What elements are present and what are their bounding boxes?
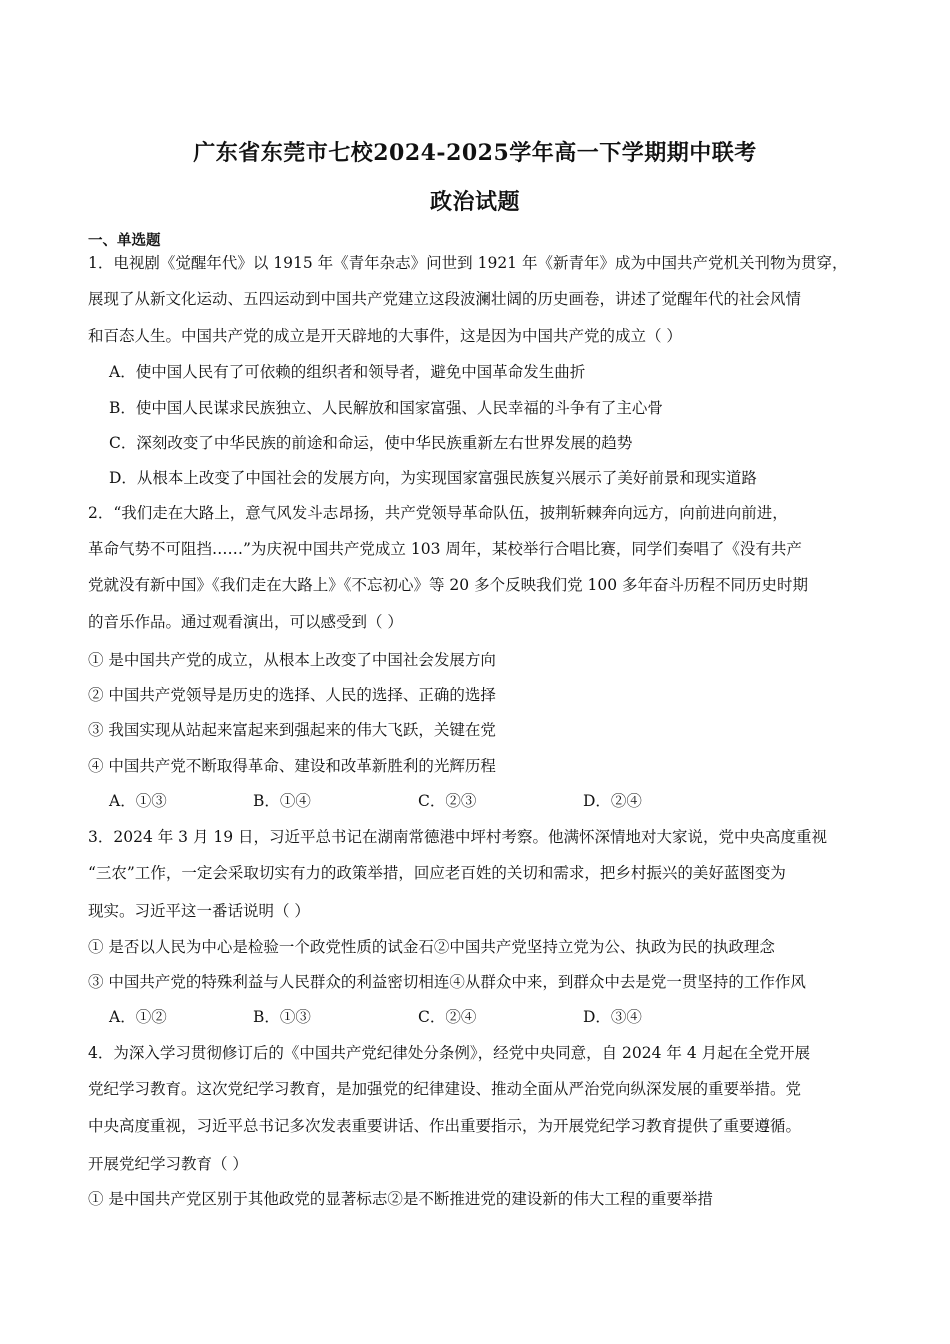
q4-stem-line: 党纪学习教育。这次党纪学习教育，是加强党的纪律建设、推动全面从严治党向纵深发展的重要举措。党 (88, 1080, 802, 1098)
q1-stem-line: 展现了从新文化运动、五四运动到中国共产党建立这段波澜壮阔的历史画卷，讲述了觉醒年代的社会风情 (88, 290, 802, 308)
q2-stem-line: 的音乐作品。通过观看演出，可以感受到（ ） (88, 613, 403, 631)
q2-item: ① 是中国共产党的成立，从根本上改变了中国社会发展方向 (88, 651, 496, 669)
q4-stem-line: 中央高度重视，习近平总书记多次发表重要讲话、作出重要指示，为开展党纪学习教育提供了重要遵循。 (88, 1117, 802, 1135)
q4-stem-line: 4．为深入学习贯彻修订后的《中国共产党纪律处分条例》，经党中央同意，自 2024 年 4 月起在全党开展 (88, 1044, 811, 1062)
q2-stem-line: 2．“我们走在大路上，意气风发斗志昂扬，共产党领导革命队伍，披荆斩棘奔向远方，向前进向前进， (88, 504, 788, 522)
exam-title: 广东省东莞市七校2024-2025学年高一下学期期中联考 (193, 140, 757, 166)
q3-item: ③ 中国共产党的特殊利益与人民群众的利益密切相连④从群众中来，到群众中去是党一贯坚持的工作作风 (88, 973, 806, 991)
q1-stem-line: 1．电视剧《觉醒年代》以 1915 年《青年杂志》问世到 1921 年《新青年》成为中国共产党机关刊物为贯穿， (88, 254, 848, 272)
q3-option-a: A．①② (109, 1008, 167, 1026)
q3-stem-line: 现实。习近平这一番话说明（ ） (88, 902, 310, 920)
q3-stem-line: “三农”工作，一定会采取切实有力的政策举措，回应老百姓的关切和需求，把乡村振兴的美好蓝图变为 (88, 864, 786, 882)
q1-stem-line: 和百态人生。中国共产党的成立是开天辟地的大事件，这是因为中国共产党的成立（ ） (88, 327, 682, 345)
q3-stem-line: 3．2024 年 3 月 19 日，习近平总书记在湖南常德港中坪村考察。他满怀深情地对大家说，党中央高度重视 (88, 828, 828, 846)
q2-option-d: D．②④ (583, 792, 642, 810)
q1-option-d: D．从根本上改变了中国社会的发展方向，为实现国家富强民族复兴展示了美好前景和现实道路 (109, 469, 757, 487)
q3-option-c: C．②④ (418, 1008, 477, 1026)
q2-item: ③ 我国实现从站起来富起来到强起来的伟大飞跃，关键在党 (88, 721, 496, 739)
q1-option-a: A．使中国人民有了可依赖的组织者和领导者，避免中国革命发生曲折 (109, 363, 586, 381)
q1-option-c: C．深刻改变了中华民族的前途和命运，使中华民族重新左右世界发展的趋势 (109, 434, 633, 452)
q2-option-b: B．①④ (253, 792, 311, 810)
exam-subtitle: 政治试题 (429, 189, 520, 215)
q4-stem-line: 开展党纪学习教育（ ） (88, 1155, 248, 1173)
q2-item: ② 中国共产党领导是历史的选择、人民的选择、正确的选择 (88, 686, 496, 704)
q2-option-c: C．②③ (418, 792, 477, 810)
q3-item: ① 是否以人民为中心是检验一个政党性质的试金石②中国共产党坚持立党为公、执政为民的执政理念 (88, 938, 775, 956)
q1-option-b: B．使中国人民谋求民族独立、人民解放和国家富强、人民幸福的斗争有了主心骨 (109, 399, 663, 417)
q3-option-d: D．③④ (583, 1008, 642, 1026)
q4-item: ① 是中国共产党区别于其他政党的显著标志②是不断推进党的建设新的伟大工程的重要举措 (88, 1190, 713, 1208)
q3-option-b: B．①③ (253, 1008, 311, 1026)
q2-stem-line: 党就没有新中国》《我们走在大路上》《不忘初心》等 20 多个反映我们党 100 多年奋斗历程不同历史时期 (88, 576, 809, 594)
q2-option-a: A．①③ (109, 792, 167, 810)
section-heading: 一、单选题 (88, 233, 161, 249)
q2-stem-line: 革命气势不可阻挡……”为庆祝中国共产党成立 103 周年，某校举行合唱比赛，同学们奏唱了《没有共产 (88, 540, 802, 558)
q2-item: ④ 中国共产党不断取得革命、建设和改革新胜利的光辉历程 (88, 757, 496, 775)
